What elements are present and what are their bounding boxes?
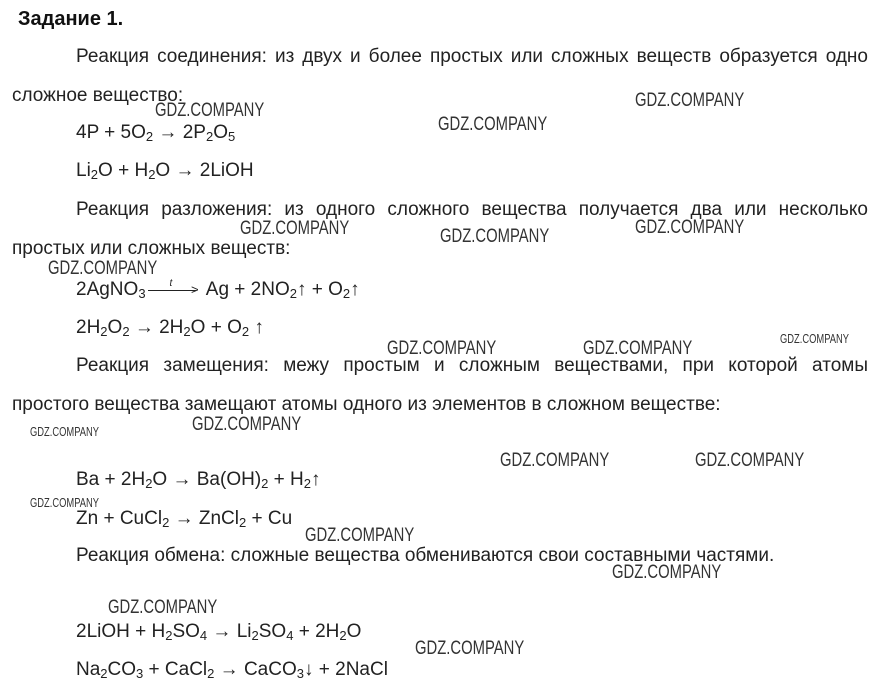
equation-decomposition-2: $2H_2O_2 \to 2H_2O + O_2$ ↑ <box>76 317 264 339</box>
watermark: GDZ.COMPANY <box>438 114 548 135</box>
watermark: GDZ.COMPANY <box>387 338 497 359</box>
watermark: GDZ.COMPANY <box>240 218 350 239</box>
paragraph-combination: Реакция соединения: из двух и более простых или сложных веществ образуется одно сложное вещество: <box>12 46 868 106</box>
watermark: GDZ.COMPANY <box>108 597 218 618</box>
paragraph-decomposition: Реакция разложения: из одного сложного вещества получается два или несколько простых или сложных веществ: <box>12 199 868 259</box>
watermark: GDZ.COMPANY <box>415 638 525 659</box>
equation-combination-1: $4P + 5O_2 \to 2P_2O_5$ <box>76 122 236 144</box>
task-title: Задание 1. <box>18 8 124 30</box>
watermark: GDZ.COMPANY <box>780 331 849 346</box>
watermark: GDZ.COMPANY <box>192 414 302 435</box>
equation-exchange-1: 2LiOH + $H_2SO_4 \to Li_2SO_4 + 2H_2O$ <box>76 621 362 643</box>
watermark: GDZ.COMPANY <box>635 90 745 111</box>
watermark: GDZ.COMPANY <box>635 217 745 238</box>
paragraph-substitution: Реакция замещения: межу простым и сложным веществами, при которой атомы простого вещества замещают атомы одного из элементов в сложном веществе: <box>12 355 868 415</box>
watermark: GDZ.COMPANY <box>48 258 158 279</box>
watermark: GDZ.COMPANY <box>440 226 550 247</box>
equation-exchange-2: $Na_2CO_3$ + CaCl$_2$ → CaCO$_3$↓ + 2NaCl <box>76 659 388 681</box>
heat-arrow-icon: t > <box>148 283 196 297</box>
watermark: GDZ.COMPANY <box>583 338 693 359</box>
equation-substitution-2: Zn + CuCl$_2$ → ZnCl$_2$ + Cu <box>76 508 293 530</box>
watermark: GDZ.COMPANY <box>305 525 415 546</box>
watermark: GDZ.COMPANY <box>695 450 805 471</box>
watermark: GDZ.COMPANY <box>155 100 265 121</box>
watermark: GDZ.COMPANY <box>30 495 99 510</box>
paragraph-exchange: Реакция обмена: сложные вещества обмениваются свои составными частями. <box>76 545 775 566</box>
equation-combination-2: $Li_2O + H_2O$ → 2LiOH <box>76 160 254 182</box>
watermark: GDZ.COMPANY <box>612 562 722 583</box>
equation-substitution-1: $Ba + 2H_2O \to Ba(OH)_2$ + $H_2↑$ <box>76 469 321 491</box>
watermark: GDZ.COMPANY <box>30 424 99 439</box>
equation-decomposition-1: 2AgNO$_3$ t > $Ag + 2NO_2↑$ + $O_2↑$ <box>76 277 360 301</box>
watermark: GDZ.COMPANY <box>500 450 610 471</box>
